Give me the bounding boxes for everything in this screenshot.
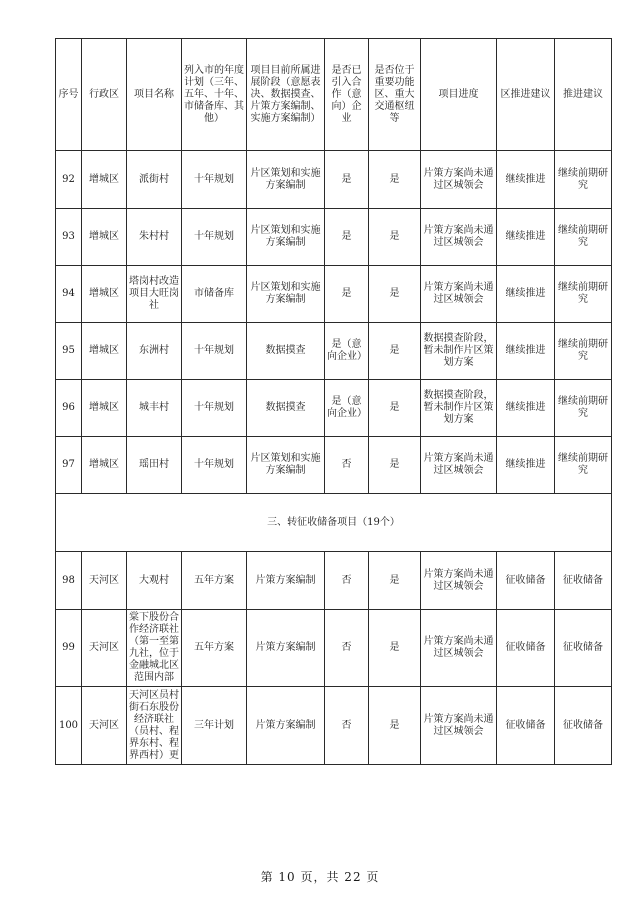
cell-plan: 十年规划 — [182, 437, 247, 494]
cell-key-area: 是 — [369, 437, 421, 494]
cell-advice: 征收储备 — [555, 610, 612, 687]
cell-advice: 继续前期研究 — [555, 323, 612, 380]
table-row — [56, 209, 612, 266]
cell-district-advice: 征收储备 — [497, 552, 555, 610]
cell-partner: 否 — [325, 552, 369, 610]
cell-no: 100 — [56, 687, 82, 765]
cell-district-advice: 继续推进 — [497, 323, 555, 380]
cell-district-advice: 征收储备 — [497, 687, 555, 765]
cell-district-advice: 继续推进 — [497, 151, 555, 209]
cell-district: 增城区 — [82, 151, 127, 209]
cell-progress: 片策方案尚未通过区城领会 — [421, 437, 497, 494]
cell-partner: 否 — [325, 437, 369, 494]
cell-key-area: 是 — [369, 552, 421, 610]
cell-progress: 数据摸查阶段，暂未制作片区策划方案 — [421, 380, 497, 437]
cell-key-area: 是 — [369, 380, 421, 437]
header-cell: 项目目前所属进展阶段（意愿表决、数据摸查、片策方案编制、实施方案编制） — [247, 39, 325, 151]
cell-partner: 是（意向企业） — [325, 380, 369, 437]
cell-district-advice: 继续推进 — [497, 266, 555, 323]
cell-plan: 五年方案 — [182, 552, 247, 610]
cell-key-area: 是 — [369, 209, 421, 266]
cell-no: 94 — [56, 266, 82, 323]
cell-district: 增城区 — [82, 323, 127, 380]
cell-advice: 继续前期研究 — [555, 437, 612, 494]
table-row — [56, 380, 612, 437]
cell-progress: 片策方案尚未通过区城领会 — [421, 151, 497, 209]
cell-name: 棠下股份合作经济联社（第一至第九社，位于金融城北区范围内部 — [127, 610, 182, 687]
cell-progress: 片策方案尚未通过区城领会 — [421, 209, 497, 266]
table-row — [56, 266, 612, 323]
cell-key-area: 是 — [369, 323, 421, 380]
cell-progress: 数据摸查阶段，暂未制作片区策划方案 — [421, 323, 497, 380]
cell-progress: 片策方案尚未通过区城领会 — [421, 266, 497, 323]
cell-plan: 三年计划 — [182, 687, 247, 765]
header-cell: 序号 — [56, 39, 82, 151]
cell-name: 城丰村 — [127, 380, 182, 437]
cell-district: 增城区 — [82, 380, 127, 437]
cell-stage: 数据摸查 — [247, 323, 325, 380]
section-title: 三、转征收储备项目（19个） — [56, 494, 612, 552]
page-number-footer: 第 10 页，共 22 页 — [260, 870, 380, 884]
cell-key-area: 是 — [369, 151, 421, 209]
cell-progress: 片策方案尚未通过区城领会 — [421, 552, 497, 610]
cell-key-area: 是 — [369, 610, 421, 687]
cell-stage: 数据摸查 — [247, 380, 325, 437]
cell-partner: 是 — [325, 151, 369, 209]
header-cell: 是否位于重要功能区、重大交通枢纽等 — [369, 39, 421, 151]
cell-district-advice: 继续推进 — [497, 437, 555, 494]
header-cell: 项目进度 — [421, 39, 497, 151]
table-header-row — [56, 39, 612, 151]
cell-advice: 继续前期研究 — [555, 266, 612, 323]
cell-plan: 十年规划 — [182, 209, 247, 266]
header-cell: 是否已引入合作（意向）企业 — [325, 39, 369, 151]
cell-progress: 片策方案尚未通过区城领会 — [421, 610, 497, 687]
cell-district: 增城区 — [82, 266, 127, 323]
cell-stage: 片策方案编制 — [247, 687, 325, 765]
cell-stage: 片区策划和实施方案编制 — [247, 266, 325, 323]
cell-stage: 片区策划和实施方案编制 — [247, 151, 325, 209]
cell-progress: 片策方案尚未通过区城领会 — [421, 687, 497, 765]
cell-district: 增城区 — [82, 437, 127, 494]
cell-stage: 片区策划和实施方案编制 — [247, 437, 325, 494]
cell-district: 天河区 — [82, 552, 127, 610]
cell-no: 97 — [56, 437, 82, 494]
cell-stage: 片策方案编制 — [247, 610, 325, 687]
cell-plan: 五年方案 — [182, 610, 247, 687]
cell-name: 大观村 — [127, 552, 182, 610]
cell-name: 朱村村 — [127, 209, 182, 266]
cell-key-area: 是 — [369, 266, 421, 323]
cell-district: 增城区 — [82, 209, 127, 266]
table-row — [56, 323, 612, 380]
cell-name: 东洲村 — [127, 323, 182, 380]
cell-advice: 继续前期研究 — [555, 151, 612, 209]
header-cell: 行政区 — [82, 39, 127, 151]
cell-partner: 否 — [325, 610, 369, 687]
cell-partner: 是（意向企业） — [325, 323, 369, 380]
cell-stage: 片区策划和实施方案编制 — [247, 209, 325, 266]
cell-plan: 十年规划 — [182, 151, 247, 209]
table-row — [56, 437, 612, 494]
section-row — [56, 494, 612, 552]
cell-advice: 继续前期研究 — [555, 209, 612, 266]
project-table — [55, 38, 612, 765]
header-cell: 推进建议 — [555, 39, 612, 151]
cell-district-advice: 继续推进 — [497, 209, 555, 266]
cell-district-advice: 征收储备 — [497, 610, 555, 687]
cell-district: 天河区 — [82, 687, 127, 765]
header-cell: 列入市的年度计划（三年、五年、十年、市储备库、其他） — [182, 39, 247, 151]
cell-name: 派街村 — [127, 151, 182, 209]
cell-no: 99 — [56, 610, 82, 687]
header-cell: 区推进建议 — [497, 39, 555, 151]
cell-no: 98 — [56, 552, 82, 610]
cell-partner: 是 — [325, 266, 369, 323]
table-row — [56, 552, 612, 610]
cell-no: 96 — [56, 380, 82, 437]
cell-stage: 片策方案编制 — [247, 552, 325, 610]
cell-advice: 征收储备 — [555, 687, 612, 765]
table-row — [56, 687, 612, 765]
cell-name: 塔岗村改造项目大旺岗社 — [127, 266, 182, 323]
cell-advice: 继续前期研究 — [555, 380, 612, 437]
cell-plan: 市储备库 — [182, 266, 247, 323]
cell-no: 95 — [56, 323, 82, 380]
cell-plan: 十年规划 — [182, 323, 247, 380]
cell-name: 天河区员村街石东股份经济联社（员村、程界东村、程界西村）更 — [127, 687, 182, 765]
cell-district: 天河区 — [82, 610, 127, 687]
cell-partner: 是 — [325, 209, 369, 266]
table-row — [56, 151, 612, 209]
table-row — [56, 610, 612, 687]
cell-no: 92 — [56, 151, 82, 209]
cell-partner: 否 — [325, 687, 369, 765]
cell-no: 93 — [56, 209, 82, 266]
cell-advice: 征收储备 — [555, 552, 612, 610]
header-cell: 项目名称 — [127, 39, 182, 151]
cell-plan: 十年规划 — [182, 380, 247, 437]
cell-name: 瑶田村 — [127, 437, 182, 494]
cell-district-advice: 继续推进 — [497, 380, 555, 437]
cell-key-area: 是 — [369, 687, 421, 765]
